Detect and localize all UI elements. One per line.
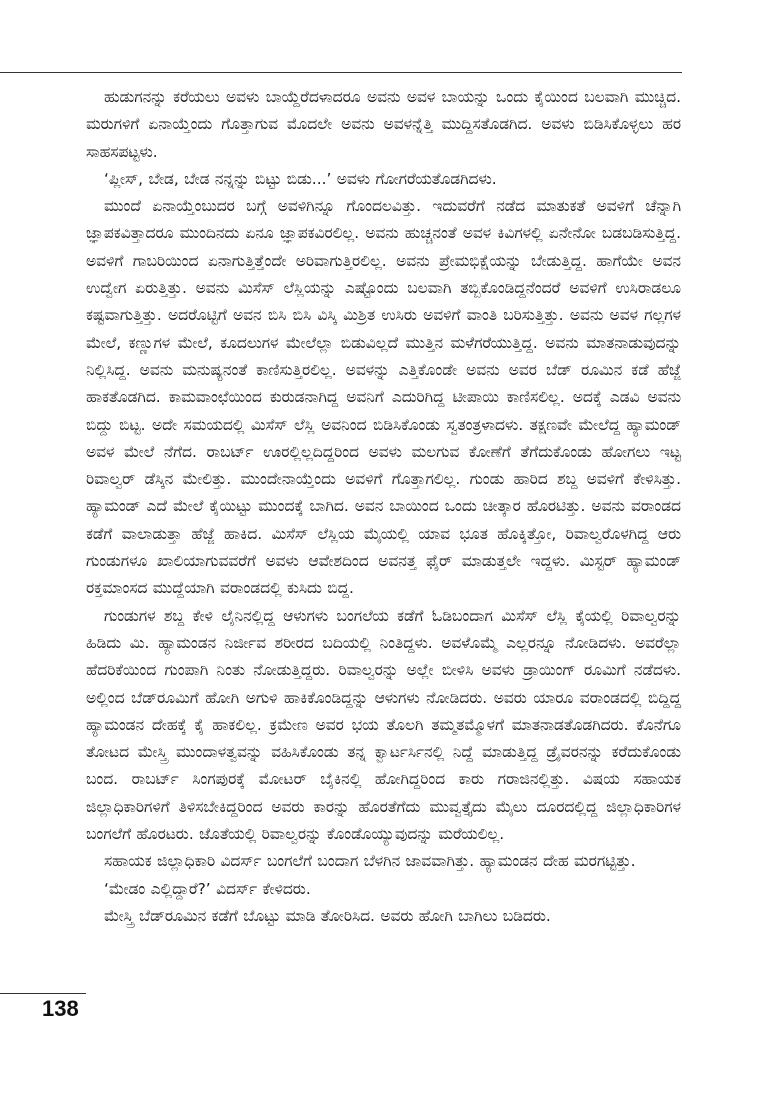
header-rule: [0, 72, 682, 73]
paragraph: ಗುಂಡುಗಳ ಶಬ್ದ ಕೇಳಿ ಲೈನಿನಲ್ಲಿದ್ದ ಆಳುಗಳು ಬಂಗಲೆಯ ಕಡೆಗೆ ಓಡಿಬಂದಾಗ ಮಿಸೆಸ್ ಲೆಸ್ಲಿ ಕೈಯಲ್ಲಿ ರಿವಾಲ್ವರನ್ನು ಹಿಡಿದು ಮಿ. ಹ್ಯಾಮಂಡನ ನಿರ್ಜೀವ ಶರೀರದ ಬದಿಯಲ್ಲಿ ನಿಂತಿದ್ದಳು. ಅವಳೊಮ್ಮೆ ಎಲ್ಲರನ್ನೂ ನೋಡಿದಳು. ಅವರೆಲ್ಲಾ ಹೆದರಿಕೆಯಿಂದ ಗುಂಪಾಗಿ ನಿಂತು ನೋಡುತ್ತಿದ್ದರು. ರಿವಾಲ್ವರನ್ನು ಅಲ್ಲೇ ಬೀಳಿಸಿ ಅವಳು ಡ್ರಾಯಿಂಗ್ ರೂಮಿಗೆ ನಡೆದಳು. ಅಲ್ಲಿಂದ ಬೆಡ್‌ರೂಮಿಗೆ ಹೋಗಿ ಅಗುಳಿ ಹಾಕಿಕೊಂಡಿದ್ದನ್ನು ಆಳುಗಳು ನೋಡಿದರು. ಅವರು ಯಾರೂ ವರಾಂಡದಲ್ಲಿ ಬಿದ್ದಿದ್ದ ಹ್ಯಾಮಂಡನ ದೇಹಕ್ಕೆ ಕೈ ಹಾಕಲಿಲ್ಲ. ಕ್ರಮೇಣ ಅವರ ಭಯ ತೊಲಗಿ ತಮ್ಮತಮ್ಮೊಳಗೆ ಮಾತನಾಡತೊಡಗಿದರು. ಕೊನೆಗೂ ತೋಟದ ಮೇಸ್ತ್ರಿ ಮುಂದಾಳತ್ವವನ್ನು ವಹಿಸಿಕೊಂಡು ತನ್ನ ಕ್ವಾರ್ಟರ್ಸಿನಲ್ಲಿ ನಿದ್ದೆ ಮಾಡುತ್ತಿದ್ದ ಡ್ರೈವರನನ್ನು ಕರೆದುಕೊಂಡು ಬಂದ. ರಾಬರ್ಟ್ ಸಿಂಗಪುರಕ್ಕೆ ಮೋಟರ್ ಬೈಕಿನಲ್ಲಿ ಹೋಗಿದ್ದರಿಂದ ಕಾರು ಗರಾಜಿನಲ್ಲಿತ್ತು. ವಿಷಯ ಸಹಾಯಕ ಜಿಲ್ಲಾಧಿಕಾರಿಗಳಿಗೆ ತಿಳಿಸಬೇಕಿದ್ದರಿಂದ ಅವರು ಕಾರನ್ನು ಹೊರತೆಗೆದು ಮುವ್ವತ್ತೈದು ಮೈಲು ದೂರದಲ್ಲಿದ್ದ ಜಿಲ್ಲಾಧಿಕಾರಿಗಳ ಬಂಗಲೆಗೆ ಹೊರಟರು. ಜೊತೆಯಲ್ಲಿ ರಿವಾಲ್ವರನ್ನು ಕೊಂಡೊಯ್ಯುವುದನ್ನು ಮರೆಯಲಿಲ್ಲ.: [86, 606, 681, 844]
paragraph: ಮೇಸ್ತ್ರಿ ಬೆಡ್‌ರೂಮಿನ ಕಡೆಗೆ ಬೊಟ್ಟು ಮಾಡಿ ತೋರಿಸಿದ. ಅವರು ಹೋಗಿ ಬಾಗಿಲು ಬಡಿದರು.: [104, 906, 551, 925]
footer-rule: [0, 993, 86, 994]
body-text: [86, 84, 681, 930]
paragraph: ‘ಮೇಡಂ ಎಲ್ಲಿದ್ದಾರೆ?’ ವಿದರ್ಸ್ ಕೇಳಿದರು.: [104, 879, 311, 898]
paragraph: ಸಹಾಯಕ ಜಿಲ್ಲಾಧಿಕಾರಿ ವಿದರ್ಸ್ ಬಂಗಲೆಗೆ ಬಂದಾಗ ಬೆಳಗಿನ ಜಾವವಾಗಿತ್ತು. ಹ್ಯಾಮಂಡನ ದೇಹ ಮರಗಟ್ಟಿತ್ತು.: [104, 852, 636, 871]
paragraph: ಮುಂದೆ ಏನಾಯ್ತೆಂಬುದರ ಬಗ್ಗೆ ಅವಳಿಗಿನ್ನೂ ಗೊಂದಲವಿತ್ತು. ಇದುವರೆಗೆ ನಡೆದ ಮಾತುಕತೆ ಅವಳಿಗೆ ಚೆನ್ನಾಗಿ ಜ್ಞಾಪಕವಿತ್ತಾದರೂ ಮುಂದಿನದು ಏನೂ ಜ್ಞಾಪಕವಿರಲಿಲ್ಲ. ಅವನು ಹುಚ್ಚನಂತೆ ಅವಳ ಕಿವಿಗಳಲ್ಲಿ ಏನೇನೋ ಬಡಬಡಿಸುತ್ತಿದ್ದ. ಅವಳಿಗೆ ಗಾಬರಿಯಿಂದ ಏನಾಗುತ್ತಿತ್ತೆಂದೇ ಅರಿವಾಗುತ್ತಿರಲಿಲ್ಲ. ಅವನು ಪ್ರೇಮಭಿಕ್ಷೆಯನ್ನು ಬೇಡುತ್ತಿದ್ದ. ಹಾಗೆಯೇ ಅವನ ಉದ್ವೇಗ ಏರುತ್ತಿತ್ತು. ಅವನು ಮಿಸೆಸ್ ಲೆಸ್ಲಿಯನ್ನು ಎಷ್ಟೊಂದು ಬಲವಾಗಿ ತಬ್ಬಿಕೊಂಡಿದ್ದನೆಂದರೆ ಅವಳಿಗೆ ಉಸಿರಾಡಲೂ ಕಷ್ಟವಾಗುತ್ತಿತ್ತು. ಅದರೊಟ್ಟಿಗೆ ಅವನ ಬಿಸಿ ಬಿಸಿ ವಿಸ್ಕಿ ಮಿಶ್ರಿತ ಉಸಿರು ಅವಳಿಗೆ ವಾಂತಿ ಬರಿಸುತ್ತಿತ್ತು. ಅವನು ಅವಳ ಗಲ್ಲಗಳ ಮೇಲೆ, ಕಣ್ಣುಗಳ ಮೇಲೆ, ಕೂದಲುಗಳ ಮೇಲೆಲ್ಲಾ ಬಿಡುವಿಲ್ಲದೆ ಮುತ್ತಿನ ಮಳೆಗರೆಯುತ್ತಿದ್ದ. ಅವನು ಮಾತನಾಡುವುದನ್ನು ನಿಲ್ಲಿಸಿದ್ದ. ಅವನು ಮನುಷ್ಯನಂತೆ ಕಾಣಿಸುತ್ತಿರಲಿಲ್ಲ. ಅವಳನ್ನು ಎತ್ತಿಕೊಂಡೇ ಅವನು ಅವರ ಬೆಡ್ ರೂಮಿನ ಕಡೆ ಹೆಜ್ಜೆ ಹಾಕತೊಡಗಿದ. ಕಾಮವಾಂಛೆಯಿಂದ ಕುರುಡನಾಗಿದ್ದ ಅವನಿಗೆ ಎದುರಿಗಿದ್ದ ಟೀಪಾಯಿ ಕಾಣಿಸಲಿಲ್ಲ. ಅದಕ್ಕೆ ಎಡವಿ ಅವನು ಬಿದ್ದು ಬಿಟ್ಟ. ಅದೇ ಸಮಯದಲ್ಲಿ ಮಿಸೆಸ್ ಲೆಸ್ಲಿ ಅವನಿಂದ ಬಿಡಿಸಿಕೊಂಡು ಸ್ವತಂತ್ರಳಾದಳು. ತಕ್ಷಣವೇ ಮೇಲೆದ್ದ ಹ್ಯಾಮಂಡ್ ಅವಳ ಮೇಲೆ ನೆಗೆದ. ರಾಬರ್ಟ್ ಊರಲ್ಲಿಲ್ಲದಿದ್ದರಿಂದ ಅವಳು ಮಲಗುವ ಕೋಣೆಗೆ ತೆಗೆದುಕೊಂಡು ಹೋಗಲು ಇಟ್ಟ ರಿವಾಲ್ವರ್ ಡೆಸ್ಕಿನ ಮೇಲಿತ್ತು. ಮುಂದೇನಾಯ್ತೆಂದು ಅವಳಿಗೆ ಗೊತ್ತಾಗಲಿಲ್ಲ. ಗುಂಡು ಹಾರಿದ ಶಬ್ದ ಅವಳಿಗೆ ಕೇಳಿಸಿತ್ತು. ಹ್ಯಾಮಂಡ್ ಎದೆ ಮೇಲೆ ಕೈಯಿಟ್ಟು ಮುಂದಕ್ಕೆ ಬಾಗಿದ. ಅವನ ಬಾಯಿಂದ ಒಂದು ಚೀತ್ಕಾರ ಹೊರಟಿತ್ತು. ಅವನು ವರಾಂಡದ ಕಡೆಗೆ ವಾಲಾಡುತ್ತಾ ಹೆಜ್ಜೆ ಹಾಕಿದ. ಮಿಸೆಸ್ ಲೆಸ್ಲಿಯ ಮೈಯಲ್ಲಿ ಯಾವ ಭೂತ ಹೊಕ್ಕಿತ್ತೋ, ರಿವಾಲ್ವರೊಳಗಿದ್ದ ಆರು ಗುಂಡುಗಳೂ ಖಾಲಿಯಾಗುವವರೆಗೆ ಅವಳು ಆವೇಶದಿಂದ ಅವನತ್ತ ಫೈರ್ ಮಾಡುತ್ತಲೇ ಇದ್ದಳು. ಮಿಸ್ಟರ್ ಹ್ಯಾಮಂಡ್ ರಕ್ತಮಾಂಸದ ಮುದ್ದೆಯಾಗಿ ವರಾಂಡದಲ್ಲಿ ಕುಸಿದು ಬಿದ್ದ.: [86, 197, 681, 598]
paragraph: ‘ಪ್ಲೀಸ್, ಬೇಡ, ಬೇಡ ನನ್ನನ್ನು ಬಿಟ್ಟು ಬಿಡು...’ ಅವಳು ಗೋಗರೆಯತೊಡಗಿದಳು.: [104, 169, 497, 188]
paragraph: ಹುಡುಗನನ್ನು ಕರೆಯಲು ಅವಳು ಬಾಯ್ದೆರೆದಳಾದರೂ ಅವನು ಅವಳ ಬಾಯನ್ನು ಒಂದು ಕೈಯಿಂದ ಬಲವಾಗಿ ಮುಚ್ಚಿದ. ಮರುಗಳಿಗೆ ಏನಾಯ್ತೆಂದು ಗೊತ್ತಾಗುವ ಮೊದಲೇ ಅವನು ಅವಳನ್ನೆತ್ತಿ ಮುದ್ದಿಸತೊಡಗಿದ. ಅವಳು ಬಿಡಿಸಿಕೊಳ್ಳಲು ಹರ ಸಾಹಸಪಟ್ಟಳು.: [86, 88, 681, 161]
page-number: 138: [42, 996, 79, 1021]
